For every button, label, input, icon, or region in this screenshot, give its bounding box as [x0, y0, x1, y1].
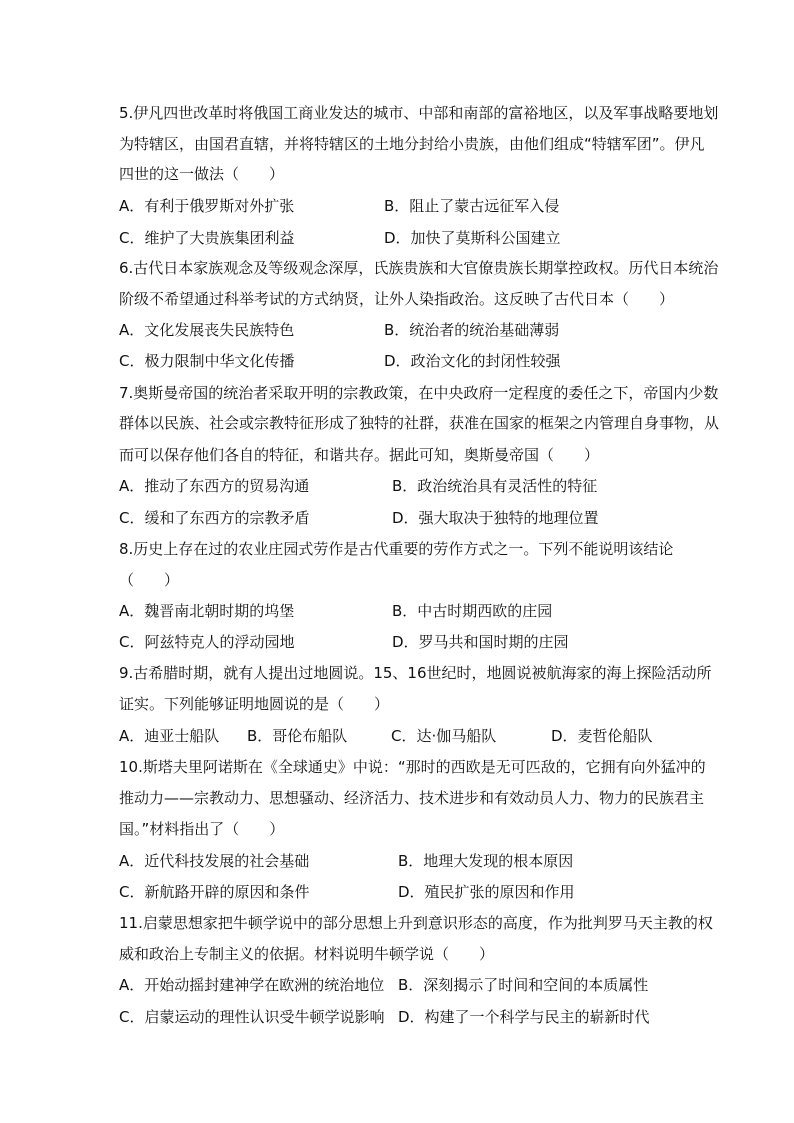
question-9-option-b: B．哥伦布船队	[247, 727, 348, 745]
question-5-option-c: C．维护了大贵族集团利益	[119, 229, 295, 247]
question-9-option-c: C．达·伽马船队	[391, 727, 497, 745]
question-7-option-d: D．强大取决于独特的地理位置	[392, 509, 599, 527]
question-7-option-b: B．政治统治具有灵活性的特征	[392, 477, 598, 495]
question-10-option-d: D．殖民扩张的原因和作用	[398, 883, 575, 901]
question-5-line-3: 四世的这一做法（ ）	[119, 165, 285, 183]
question-5-line-2: 为特辖区，由国君直辖，并将特辖区的土地分封给小贵族，由他们组成“特辖军团”。伊凡	[119, 135, 705, 153]
question-8-option-b: B．中古时期西欧的庄园	[392, 602, 553, 620]
question-8-line-1: 8.历史上存在过的农业庄园式劳作是古代重要的劳作方式之一。下列不能说明该结论	[119, 540, 674, 558]
question-11-option-a: A．开始动摇封建神学在欧洲的统治地位	[119, 976, 385, 994]
question-10-line-1: 10.斯塔夫里阿诺斯在《全球通史》中说：“那时的西欧是无可匹敌的，它拥有向外猛冲的	[119, 758, 706, 776]
question-6-option-d: D．政治文化的封闭性较强	[384, 352, 561, 370]
question-7-line-3: 而可以保存他们各自的特征，和谐共存。据此可知，奥斯曼帝国（ ）	[119, 446, 600, 464]
question-10-option-c: C．新航路开辟的原因和条件	[119, 883, 310, 901]
question-11-option-c: C．启蒙运动的理性认识受牛顿学说影响	[119, 1008, 385, 1026]
question-9-line-2: 证实。下列能够证明地圆说的是（ ）	[119, 695, 390, 713]
question-8-option-d: D．罗马共和国时期的庄园	[392, 633, 569, 651]
question-8-option-a: A．魏晋南北朝时期的坞堡	[119, 602, 295, 620]
question-11-option-b: B．深刻揭示了时间和空间的本质属性	[398, 976, 649, 994]
question-6-line-2: 阶级不希望通过科举考试的方式纳贤，让外人染指政治。这反映了古代日本（ ）	[119, 290, 675, 308]
question-9-option-d: D．麦哲伦船队	[551, 727, 653, 745]
question-9-option-a: A．迪亚士船队	[119, 727, 220, 745]
question-8-line-2: （ ）	[119, 571, 180, 589]
question-8-option-c: C．阿兹特克人的浮动园地	[119, 633, 295, 651]
question-9-line-1: 9.古希腊时期，就有人提出过地圆说。15、16世纪时，地圆说被航海家的海上探险活动所	[119, 664, 712, 682]
question-10-line-2: 推动力——宗教动力、思想骚动、经济活力、技术进步和有效动员人力、物力的民族君主	[119, 789, 705, 807]
question-10-line-3: 国。”材料指出了（ ）	[119, 820, 285, 838]
question-11-line-1: 11.启蒙思想家把牛顿学说中的部分思想上升到意识形态的高度，作为批判罗马天主教的权	[119, 914, 713, 932]
question-5-option-a: A．有利于俄罗斯对外扩张	[119, 197, 295, 215]
question-6-line-1: 6.古代日本家族观念及等级观念深厚，氏族贵族和大官僚贵族长期掌控政权。历代日本统治	[119, 259, 719, 277]
question-7-option-a: A．推动了东西方的贸易沟通	[119, 477, 310, 495]
question-6-option-c: C．极力限制中华文化传播	[119, 352, 295, 370]
question-7-option-c: C．缓和了东西方的宗教矛盾	[119, 509, 310, 527]
question-10-option-b: B．地理大发现的根本原因	[398, 852, 574, 870]
question-7-line-1: 7.奥斯曼帝国的统治者采取开明的宗教政策，在中央政府一定程度的委任之下，帝国内少数	[119, 384, 719, 402]
question-6-option-a: A．文化发展丧失民族特色	[119, 321, 295, 339]
question-10-option-a: A．近代科技发展的社会基础	[119, 852, 310, 870]
question-7-line-2: 群体以民族、社会或宗教特征形成了独特的社群，获准在国家的框架之内管理自身事物，从	[119, 414, 720, 432]
question-6-option-b: B．统治者的统治基础薄弱	[384, 321, 560, 339]
question-5-option-b: B．阻止了蒙古远征军入侵	[384, 197, 560, 215]
question-5-line-1: 5.伊凡四世改革时将俄国工商业发达的城市、中部和南部的富裕地区，以及军事战略要地划	[119, 104, 719, 122]
question-5-option-d: D．加快了莫斯科公国建立	[384, 229, 561, 247]
question-11-line-2: 威和政治上专制主义的依据。材料说明牛顿学说（ ）	[119, 945, 495, 963]
question-11-option-d: D．构建了一个科学与民主的崭新时代	[398, 1008, 650, 1026]
